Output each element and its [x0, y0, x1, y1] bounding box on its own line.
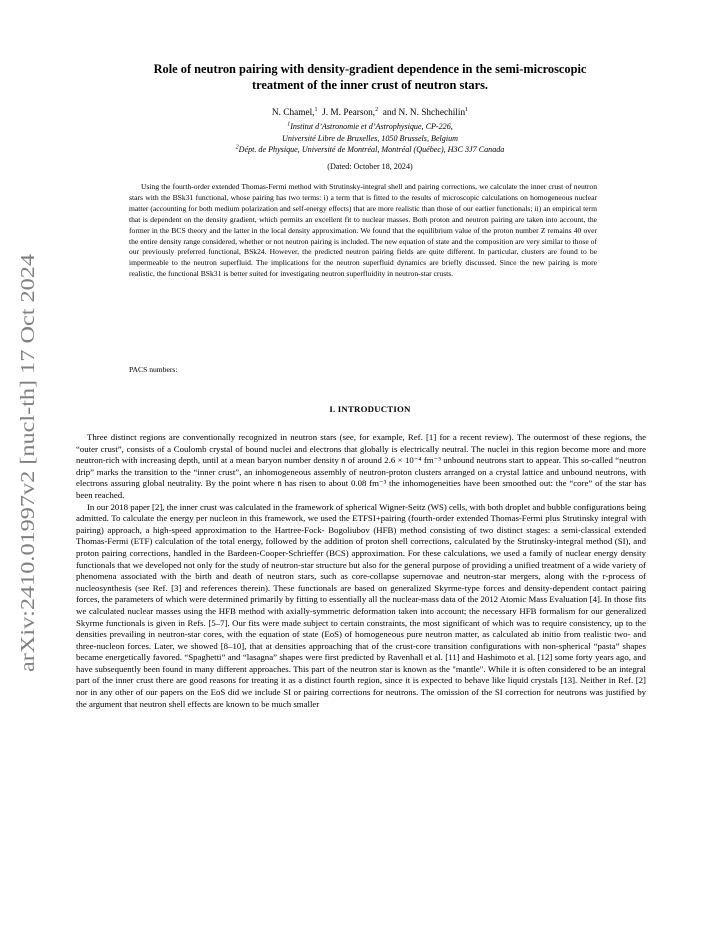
author: J. M. Pearson,$^2$	[322, 106, 379, 118]
affiliation-list	[60, 121, 680, 156]
pacs-numbers: PACS numbers:	[129, 365, 178, 374]
paper-date: (Dated: October 18, 2024)	[327, 162, 413, 171]
paper-title	[60, 62, 680, 93]
affiliation: $^1$Institut d’Astronomie et d’Astrophysique, CP-226,	[287, 121, 453, 131]
introduction-body	[76, 432, 646, 710]
author: N. Chamel,$^1$	[271, 106, 318, 118]
section-heading-introduction: I. INTRODUCTION	[329, 404, 411, 414]
paper-title-line: Role of neutron pairing with density-gradient dependence in the semi-microscopic	[153, 62, 587, 76]
affiliation: $^2$Dépt. de Physique, Université de Montréal, Montréal (Québec), H3C 3J7 Canada	[235, 144, 505, 155]
arxiv-identifier-sidebar	[14, 252, 42, 672]
paper-title-line: treatment of the inner crust of neutron stars.	[251, 77, 489, 92]
abstract: Using the fourth-order extended Thomas-Fermi method with Strutinsky-integral shell and pairing corrections, we calculate the inner crust of neutron stars with the BSk31 functional, whose pairing has two terms: i) a term that is fitted to the results of microscopic calculations on homogeneous nuclear matter (accounting for both medium polarization and self-energy effects) that are more realistic than those of our earlier functionals; ii) an empirical term that is dependent on the density gradient, which permits an excellent fit to nuclear masses. Both proton and neutron pairing are taken into account, the former in the BCS theory and the latter in the local density approximation. We found that the equilibrium value of the proton number Z remains 40 over the entire density range considered, whether or not neutron pairing is included. The new equation of state and the composition are very similar to those of our previously preferred functional, BSk24. However, the predicted neutron pairing fields are quite different. In particular, clusters are found to be impermeable to the neutron superfluid. The implications for the neutron superfluid dynamics are briefly discussed. Since the new pairing is more realistic, the functional BSk31 is better suited for investigating neutron superfluidity in neutron-star crusts.	[129, 182, 597, 279]
paragraph: Three distinct regions are conventionally recognized in neutron stars (see, for example, Ref. [1] for a recent review). The outermost of these regions, the “outer crust”, consists of a Coulomb crystal of bound nuclei and electrons that globally is electrically neutral. The nuclei in this region become more and more neutron-rich with increasing depth, until at a mean baryon number density n̄ of around 2.6 × 10⁻⁴ fm⁻³ unbound neutrons start to appear. This so-called “neutron drip” marks the transition to the “inner crust”, an inhomogeneous assembly of neutron-proton clusters arranged on a crystal lattice and unbound neutrons, with electrons assuring global neutrality. By the point where n̄ has risen to about 0.08 fm⁻³ the inhomogeneities have been smoothed out: the “core” of the star has been reached.	[76, 432, 646, 500]
arxiv-identifier-rotated	[14, 252, 42, 672]
author: and N. N. Shchechilin$^1$	[382, 106, 469, 118]
author-list	[60, 107, 680, 119]
paragraph: In our 2018 paper [2], the inner crust was calculated in the framework of spherical Wigner-Seitz (WS) cells, with both droplet and bubble configurations being admitted. To calculate the energy per nucleon in this framework, we used the ETFSI+pairing (fourth-order extended Thomas-Fermi plus Strutinsky integral with pairing) approach, a high-speed approximation to the Hartree-Fock- Bogoliubov (HFB) method consisting of two distinct stages: a semi-classical extended Thomas-Fermi (ETF) calculation of the total energy, followed by the addition of proton shell corrections, calculated by the Strutinsky-integral method (SI), and proton pairing corrections, handled in the Bardeen-Cooper-Schrieffer (BCS) approximation. For these calculations, we used a family of nuclear energy density functionals that we developed not only for the study of neutron-star structure but also for the general purpose of providing a unified treatment of a wide variety of phenomena associated with the birth and death of neutron stars, such as core-collapse supernovae and neutron-star mergers, along with the r-process of nucleosynthesis (see Ref. [3] and references therein). These functionals are based on generalized Skyrme-type forces and density-dependent contact pairing forces, the parameters of which were determined primarily by fitting to essentially all the nuclear-mass data of the 2012 Atomic Mass Evaluation [4]. In those fits we calculated nuclear masses using the HFB method with axially-symmetric deformation taken into account; the necessary HFB formalism for our generalized Skyrme functionals is given in Refs. [5–7]. Our fits were made subject to certain constraints, the most significant of which was to require consistency, up to the densities prevailing in neutron-star cores, with the equation of state (EoS) of homogeneous pure neutron matter, as calculated ab initio from realistic two- and three-nucleon forces. Later, we showed [8–10], that at densities approaching that of the crust-core transition configurations with non-spherical “pasta” shapes became energetically favored. “Spaghetti” and “lasagna” shapes were first predicted by Ravenhall et al. [11] and Hashimoto et al. [12] some forty years ago, and have subsequently been found in many different approaches. This part of the neutron star is known as the "mantle". While it is often considered to be an integral part of the inner crust there are good reasons for treating it as a distinct fourth region, since it is expected to behave like liquid crystals [13]. Neither in Ref. [2] nor in any other of our papers on the EoS did we include SI or pairing corrections for neutrons. The omission of the SI correction for neutrons was justified by the argument that neutron shell effects are known to be much smaller	[76, 501, 646, 709]
affiliation: Université Libre de Bruxelles, 1050 Brussels, Belgium	[282, 133, 458, 143]
arxiv-identifier-text: arXiv:2410.01997v2 [nucl-th] 17 Oct 2024	[18, 335, 39, 672]
